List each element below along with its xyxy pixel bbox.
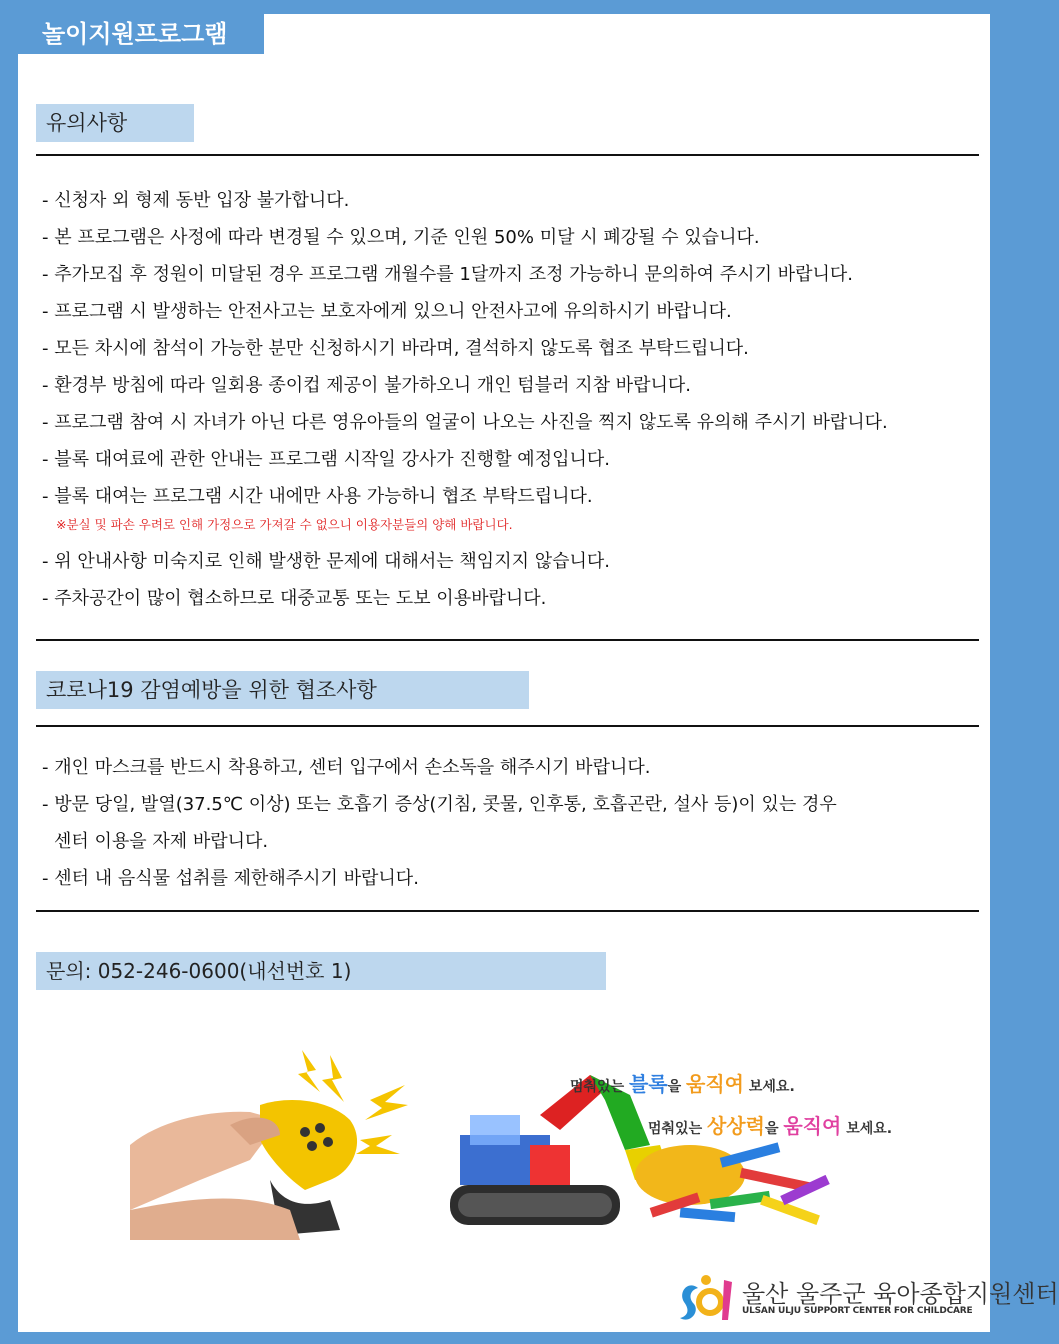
covid-heading: 코로나19 감염예방을 위한 협조사항 (36, 671, 529, 709)
slogan-highlight: 움직여 (686, 1072, 744, 1096)
divider (36, 910, 979, 912)
list-item: - 방문 당일, 발열(37.5℃ 이상) 또는 호흡기 증상(기침, 콧물, 인후통, 호흡곤란, 설사 등)이 있는 경우 (42, 794, 837, 815)
logo-name: 울산 울주군 육아종합지원센터 (742, 1280, 1059, 1308)
slogan-highlight: 블록 (628, 1072, 668, 1096)
list-item: - 모든 차시에 참석이 가능한 분만 신청하시기 바라며, 결석하지 않도록 협조 부탁드립니다. (42, 338, 749, 359)
divider (36, 725, 979, 727)
slogan-text: 멈춰있는 (648, 1121, 703, 1137)
divider (36, 639, 979, 641)
list-item: - 위 안내사항 미숙지로 인해 발생한 문제에 대해서는 책임지지 않습니다. (42, 551, 610, 572)
slogan-text: 을 (667, 1079, 682, 1095)
notice-list (42, 182, 888, 617)
list-item: - 환경부 방침에 따라 일회용 종이컵 제공이 불가하오니 개인 텀블러 지참 바랍니다. (42, 375, 691, 396)
logo-subtitle: ULSAN ULJU SUPPORT CENTER FOR CHILDCARE (742, 1306, 973, 1316)
list-item: - 블록 대여료에 관한 안내는 프로그램 시작일 강사가 진행할 예정입니다. (42, 449, 610, 470)
divider (36, 154, 979, 156)
notice-heading: 유의사항 (36, 104, 194, 142)
slogan-text: 을 (764, 1121, 779, 1137)
center-logo (676, 1272, 1059, 1328)
list-item: - 주차공간이 많이 협소하므로 대중교통 또는 도보 이용바랍니다. (42, 588, 547, 609)
list-item: - 신청자 외 형제 동반 입장 불가합니다. (42, 190, 350, 211)
list-item: - 개인 마스크를 반드시 착용하고, 센터 입구에서 손소독을 해주시기 바랍니다. (42, 757, 651, 778)
list-item: - 블록 대여는 프로그램 시간 내에만 사용 가능하니 협조 부탁드립니다. (42, 486, 593, 507)
rc-controller-image (130, 1050, 410, 1240)
contact-heading: 문의: 052-246-0600(내선번호 1) (36, 952, 606, 990)
slogan-text: 보세요. (748, 1079, 795, 1095)
list-item: - 프로그램 참여 시 자녀가 아닌 다른 영유아들의 얼굴이 나오는 사진을 찍지 않도록 유의해 주시기 바랍니다. (42, 412, 888, 433)
slogan-text: 보세요. (846, 1121, 893, 1137)
warning-note: ※분실 및 파손 우려로 인해 가정으로 가져갈 수 없으니 이용자분들의 양해 바랍니다. (56, 517, 513, 532)
logo-mark-icon (676, 1272, 736, 1328)
slogan-text: 멈춰있는 (570, 1079, 625, 1095)
list-item: - 본 프로그램은 사정에 따라 변경될 수 있으며, 기준 인원 50% 미달 시 폐강될 수 있습니다. (42, 227, 760, 248)
list-item: - 센터 내 음식물 섭취를 제한해주시기 바랍니다. (42, 868, 419, 889)
list-item: - 추가모집 후 정원이 미달된 경우 프로그램 개월수를 1달까지 조정 가능하니 문의하여 주시기 바랍니다. (42, 264, 853, 285)
slogan-highlight: 움직여 (783, 1114, 842, 1138)
slogan-line-1 (570, 1068, 795, 1097)
list-item: - 프로그램 시 발생하는 안전사고는 보호자에게 있으니 안전사고에 유의하시기 바랍니다. (42, 301, 732, 322)
slogan-highlight: 상상력 (706, 1114, 765, 1138)
slogan-line-2 (648, 1110, 892, 1139)
covid-list (42, 749, 837, 897)
list-item: 센터 이용을 자제 바랍니다. (54, 831, 269, 852)
page-title: 놀이지원프로그램 (18, 14, 264, 54)
